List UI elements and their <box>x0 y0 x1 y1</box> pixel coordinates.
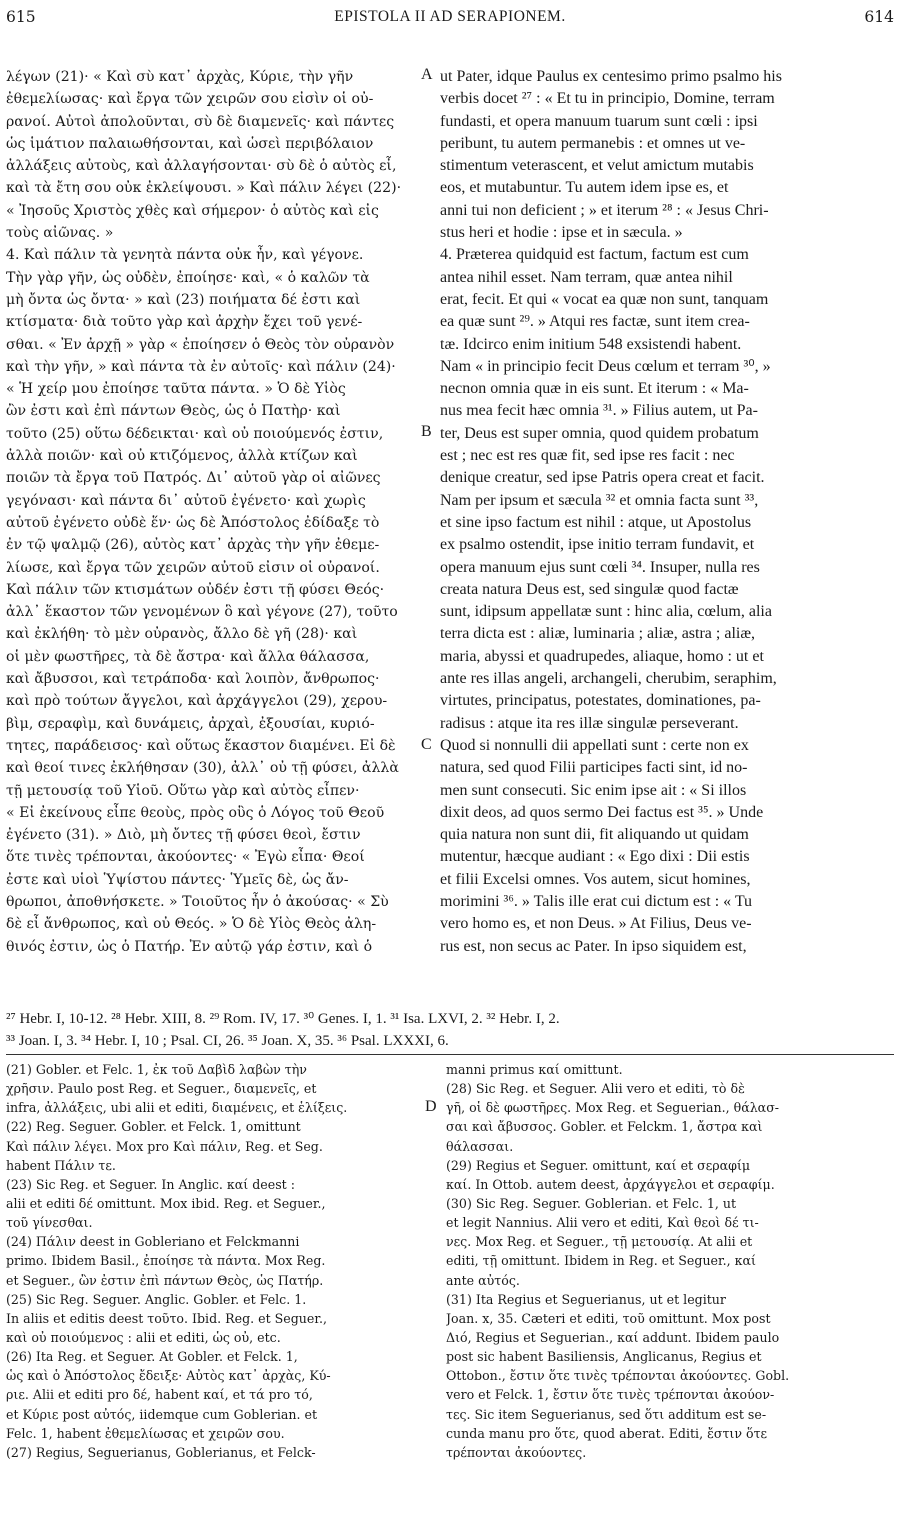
greek-line: ἀλλάξεις αὐτοὺς, καὶ ἀλλαγήσονται· σὺ δὲ ὁ αὐτὸς εἶ, <box>6 158 397 175</box>
latin-line: radisus : atque ita res illæ singulæ perseverant. <box>440 714 739 732</box>
scripture-ref-line: ²⁷ Hebr. I, 10-12. ²⁸ Hebr. XIII, 8. ²⁹ Rom. IV, 17. ³⁰ Genes. I, 1. ³¹ Isa. LXVI, 2. ³² Hebr. I, 2. <box>6 1011 560 1027</box>
latin-line: peribunt, tu autem permanebis : et omnes ut ve- <box>440 134 746 152</box>
greek-line: ὢν ἐστι καὶ ἐπὶ πάντων Θεὸς, ὡς ὁ Πατὴρ· καὶ <box>6 403 341 420</box>
greek-line: « Ἰησοῦς Χριστὸς χθὲς καὶ σήμερον· ὁ αὐτὸς καὶ εἰς <box>6 202 379 219</box>
latin-line: 4. Præterea quidquid est factum, factum est cum <box>440 246 749 264</box>
note-line: manni primus καί omittunt. <box>446 1062 623 1077</box>
greek-line: γεγόνασι· καὶ πάντα δι᾿ αὐτοῦ ἐγένετο· καὶ χωρὶς <box>6 492 366 509</box>
greek-line: βὶμ, σεραφὶμ, καὶ δυνάμεις, ἀρχαὶ, ἐξουσίαι, κυριό- <box>6 715 375 732</box>
latin-line: dixit deos, ad quos sermo Dei factus est ³⁵. » Unde <box>440 803 764 821</box>
latin-line: sunt, idipsum appellatæ sunt : hinc alia, cœlum, alia <box>440 603 772 621</box>
latin-text-column <box>440 66 894 958</box>
greek-line: ὡς ἱμάτιον παλαιωθήσονται, καὶ ὡσεὶ περιβόλαιον <box>6 135 374 152</box>
note-line: Ottobon., ἔστιν ὅτε τινὲς τρέπονται ἀκούοντες. Gobl. <box>446 1368 790 1384</box>
greek-line: ρανοί. Αὐτοὶ ἀπολοῦνται, σὺ δὲ διαμενεῖς· καὶ πάντες <box>6 113 395 130</box>
latin-line: men sunt consecuti. Sic enim ipse ait : « Si illos <box>440 781 747 799</box>
latin-line: necnon omnia quæ in eis sunt. Et iterum : « Ma- <box>440 380 749 398</box>
latin-line: stus heri et hodie : ipse et in sæcula. » <box>440 224 683 242</box>
latin-line: et filii Excelsi omnes. Vos autem, sicut homines, <box>440 870 751 888</box>
note-line: (27) Regius, Seguerianus, Goblerianus, et Felck- <box>6 1444 316 1460</box>
greek-line: καὶ τὰ ἔτη σου οὐκ ἐκλείψουσι. » Καὶ πάλιν λέγει (22)· <box>6 180 402 197</box>
greek-line: οἱ μὲν φωστῆρες, τὰ δὲ ἄστρα· καὶ ἄλλα θάλασσα, <box>6 648 370 665</box>
note-line: In aliis et editis deest τοῦτο. Ibid. Reg. et Seguer., <box>6 1310 328 1326</box>
latin-line: natura, sed quod Filii participes facti sint, id no- <box>440 759 748 777</box>
section-marker-c: C <box>421 736 432 753</box>
greek-line: ἐν τῷ ψαλμῷ (26), αὐτὸς κατ᾿ ἀρχὰς τὴν γῆν ἐθεμε- <box>6 537 380 554</box>
note-line: Joan. x, 35. Cæteri et editi, τοῦ omittunt. Mox post <box>446 1310 771 1326</box>
greek-line: 4. Καὶ πάλιν τὰ γενητὰ πάντα οὐκ ἦν, καὶ γέγονε. <box>6 247 364 264</box>
note-line: ριε. Alii et editi pro δέ, habent καί, et τά pro τό, <box>6 1387 313 1403</box>
greek-line: ἐστε καὶ υἱοὶ Ὑψίστου πάντες· Ὑμεῖς δὲ, ὡς ἄν- <box>6 871 349 888</box>
greek-line: τοὺς αἰῶνας. » <box>6 225 114 242</box>
note-line: alii et editi δέ omittunt. Mox ibid. Reg. et Seguer., <box>6 1195 326 1211</box>
latin-line: Quod si nonnulli dii appellati sunt : certe non ex <box>440 736 749 754</box>
latin-line: tæ. Idcirco enim initium 548 exsistendi habent. <box>440 335 742 353</box>
latin-line: verbis docet ²⁷ : « Et tu in principio, Domine, terram <box>440 90 775 108</box>
note-line: γῆ, οἱ δὲ φωστῆρες. Mox Reg. et Seguerian., θάλασ- <box>446 1100 780 1116</box>
latin-line: nus mea fecit hæc omnia ³¹. » Filius autem, ut Pa- <box>440 402 758 420</box>
note-line: (28) Sic Reg. et Seguer. Alii vero et editi, τὸ δὲ <box>446 1081 745 1097</box>
note-line: ante αὐτός. <box>446 1272 520 1288</box>
greek-line: καὶ ἐκλήθη· τὸ μὲν οὐρανὸς, ἄλλο δὲ γῆ (28)· καὶ <box>6 626 358 643</box>
greek-text-column <box>6 66 430 958</box>
latin-line: fundasti, et opera manuum tuarum sunt cœli : ipsi <box>440 112 758 130</box>
greek-line: δὲ εἶ ἄνθρωπος, καὶ οὐ Θεός. » Ὁ δὲ Υἱὸς Θεὸς ἀλη- <box>6 916 377 933</box>
note-line: (23) Sic Reg. et Seguer. In Anglic. καί deest : <box>6 1176 295 1192</box>
note-line: et Seguer., ὢν ἐστιν ἐπὶ πάντων Θεὸς, ὡς Πατήρ. <box>6 1272 324 1288</box>
greek-line: Τὴν γὰρ γῆν, ὡς οὐδὲν, ἐποίησε· καὶ, « ὁ καλῶν τὰ <box>6 269 370 286</box>
latin-line: denique creatur, sed ipse Patris opera creat et facit. <box>440 469 765 487</box>
note-line: τες. Sic item Seguerianus, sed ὅτι additum est se- <box>446 1406 767 1422</box>
note-line: (26) Ita Reg. et Seguer. At Gobler. et Felck. 1, <box>6 1349 298 1365</box>
latin-line: rus est, non secus ac Pater. In ipso siquidem est, <box>440 937 747 955</box>
note-line: τοῦ γίνεσθαι. <box>6 1215 93 1231</box>
greek-line: σθαι. « Ἐν ἀρχῇ » γὰρ « ἐποίησεν ὁ Θεὸς τὸν οὐρανὸν <box>6 336 395 353</box>
greek-line: τοῦτο (25) οὕτω δέδεικται· καὶ οὐ ποιούμενός ἐστιν, <box>6 425 384 442</box>
note-line: ὡς καὶ ὁ Ἀπόστολος ἔδειξε· Αὐτὸς κατ᾿ ἀρχὰς, Κύ- <box>6 1368 331 1384</box>
greek-line: τῇ μετουσίᾳ τοῦ Υἱοῦ. Οὕτω γὰρ καὶ αὐτὸς εἶπεν· <box>6 782 360 799</box>
note-line: τρέπονται ἀκούοντες. <box>446 1444 587 1460</box>
note-line: (24) Πάλιν deest in Gobleriano et Felckmanni <box>6 1234 300 1250</box>
latin-line: ter, Deus est super omnia, quod quidem probatum <box>440 424 759 442</box>
latin-line: creata natura Deus est, sed singulæ quod factæ <box>440 580 739 598</box>
greek-line: τητες, παράδεισος· καὶ οὕτως ἕκαστον διαμένει. Εἰ δὲ <box>6 737 396 754</box>
latin-line: ut Pater, idque Paulus ex centesimo primo psalmo his <box>440 68 782 85</box>
note-line: post sic habent Basiliensis, Anglicanus, Regius et <box>446 1349 762 1365</box>
running-title: EPISTOLA II AD SERAPIONEM. <box>334 8 566 25</box>
latin-line: Nam « in principio fecit Deus cœlum et terram ³⁰, » <box>440 357 771 375</box>
latin-line: et sine ipso factum est nihil : atque, ut Apostolus <box>440 513 752 531</box>
note-line: καὶ οὐ ποιούμενος : alii et editi, ὡς οὐ, etc. <box>6 1329 281 1345</box>
note-line: νες. Mox Reg. et Seguer., τῇ μετουσίᾳ. At alii et <box>446 1234 753 1250</box>
latin-line: stimentum veterascent, et velut amictum mutabis <box>440 157 754 175</box>
greek-line: μὴ ὄντα ὡς ὄντα· » καὶ (23) ποιήματα δέ ἐστι καὶ <box>6 291 361 308</box>
note-line: (31) Ita Regius et Seguerianus, ut et legitur <box>446 1291 726 1307</box>
latin-line: vero homo es, et non Deus. » At Filius, Deus ve- <box>440 915 752 933</box>
greek-line: ὅτε τινὲς τρέπονται, ἀκούοντες· « Ἐγὼ εἶπα· Θεοί <box>6 849 365 866</box>
note-line: θάλασσαι. <box>446 1138 514 1154</box>
greek-line: Καὶ πάλιν τῶν κτισμάτων οὐδέν ἐστι τῇ φύσει Θεός· <box>6 581 385 598</box>
greek-line: ἐθεμελίωσας· καὶ ἔργα τῶν χειρῶν σου εἰσὶν οἱ οὐ- <box>6 91 374 108</box>
greek-line: « Ἡ χείρ μου ἐποίησε ταῦτα πάντα. » Ὁ δὲ Υἱὸς <box>6 381 346 398</box>
greek-line: ἐγένετο (31). » Διὸ, μὴ ὄντες τῇ φύσει θεοὶ, ἔστιν <box>6 827 361 844</box>
latin-line: erat, fecit. Et qui « vocat ea quæ non sunt, tanquam <box>440 290 769 308</box>
greek-line: καὶ θεοί τινες ἐκλήθησαν (30), ἀλλ᾿ οὐ τῇ φύσει, ἀλλὰ <box>6 760 399 777</box>
note-line: primo. Ibidem Basil., ἐποίησε τὰ πάντα. Mox Reg. <box>6 1253 326 1269</box>
latin-line: morimini ³⁶. » Talis ille erat cui dictum est : « Tu <box>440 892 753 910</box>
section-marker-a: A <box>421 66 433 83</box>
note-line: cunda manu pro ὅτε, quod aberat. Editi, ἔστιν ὅτε <box>446 1425 768 1441</box>
section-marker-b: B <box>421 423 432 440</box>
scripture-references <box>6 1008 894 1052</box>
critical-notes-right <box>446 1060 894 1462</box>
greek-line: ἀλλὰ ποιῶν· καὶ οὐ κτιζόμενος, ἀλλὰ κτίζων καὶ <box>6 448 358 465</box>
section-marker-d: D <box>425 1098 437 1115</box>
latin-line: ex psalmo ostendit, ipse initio terram fundavit, et <box>440 536 755 554</box>
note-line: infra, ἀλλάξεις, ubi alii et editi, διαμένεις, et ἑλίξεις. <box>6 1100 348 1116</box>
note-line: et Κύριε post αὐτός, iidemque cum Goblerian. et <box>6 1406 318 1422</box>
note-line: (29) Regius et Seguer. omittunt, καί et σεραφίμ <box>446 1157 751 1173</box>
footnote-divider <box>6 1054 894 1055</box>
greek-line: ἀλλ᾿ ἕκαστον τῶν γενομένων ὃ καὶ γέγονε (27), τοῦτο <box>6 604 398 621</box>
greek-line: « Εἰ ἐκείνους εἶπε θεοὺς, πρὸς οὓς ὁ Λόγος τοῦ Θεοῦ <box>6 804 385 821</box>
note-line: (21) Gobler. et Felc. 1, ἐκ τοῦ Δαβὶδ λαβὼν τὴν <box>6 1062 307 1077</box>
latin-line: eos, et mutabuntur. Tu autem idem ipse es, et <box>440 179 729 197</box>
page-number-right: 614 <box>864 8 894 26</box>
note-line: (22) Reg. Seguer. Gobler. et Felck. 1, omittunt <box>6 1119 301 1135</box>
note-line: σαι καὶ ἄβυσσος. Gobler. et Felckm. 1, ἄστρα καὶ <box>446 1119 763 1135</box>
greek-line: θρωποι, ἀποθνήσκετε. » Τοιοῦτος ἦν ὁ ἀκούσας· « Σὺ <box>6 893 389 910</box>
critical-notes-left <box>6 1060 428 1462</box>
greek-line: λίωσε, καὶ ἔργα τῶν χειρῶν αὐτοῦ εἰσιν οἱ οὐρανοί. <box>6 559 380 576</box>
latin-line: quia natura non sunt dii, fit aliquando ut quidam <box>440 826 749 844</box>
latin-line: ante res illas angeli, archangeli, cherubim, seraphim, <box>440 670 777 688</box>
note-line: Διό, Regius et Seguerian., καί addunt. Ibidem paulo <box>446 1329 780 1345</box>
greek-line: καὶ πρὸ τούτων ἄγγελοι, καὶ ἀρχάγγελοι (29), χερου- <box>6 693 388 710</box>
note-line: (25) Sic Reg. Seguer. Anglic. Gobler. et Felc. 1. <box>6 1291 307 1307</box>
latin-line: antea nihil esset. Nam terram, quæ antea nihil <box>440 268 733 286</box>
running-header <box>6 6 894 36</box>
note-line: Καὶ πάλιν λέγει. Mox pro Καὶ πάλιν, Reg. et Seg. <box>6 1138 323 1154</box>
note-line: editi, τῇ omittunt. Ibidem in Reg. et Seguer., καί <box>446 1253 756 1269</box>
greek-line: ποιῶν τὰ ἔργα τοῦ Πατρός. Δι᾿ αὐτοῦ γὰρ οἱ αἰῶνες <box>6 470 381 487</box>
note-line: et legit Nannius. Alii vero et editi, Καὶ θεοὶ δέ τι- <box>446 1215 759 1231</box>
latin-line: terra dicta est : aliæ, luminaria ; aliæ, astra ; aliæ, <box>440 625 756 643</box>
greek-line: θινός ἐστιν, ὡς ὁ Πατήρ. Ἐν αὐτῷ γάρ ἐστιν, καὶ ὁ <box>6 938 373 955</box>
note-line: (30) Sic Reg. Seguer. Goblerian. et Felc. 1, ut <box>446 1195 737 1211</box>
note-line: καί. In Ottob. autem deest, ἀρχάγγελοι et σεραφίμ. <box>446 1176 775 1192</box>
greek-line: λέγων (21)· « Καὶ σὺ κατ᾿ ἀρχὰς, Κύριε, τὴν γῆν <box>6 69 354 85</box>
latin-line: anni tui non deficient ; » et iterum ²⁸ : « Jesus Chri- <box>440 201 769 219</box>
page-number-left: 615 <box>6 8 36 26</box>
greek-line: καὶ τὴν γῆν, » καὶ πάντα τὰ ἐν αὐτοῖς· καὶ πάλιν (24)· <box>6 358 396 375</box>
note-line: χρῆσιν. Paulo post Reg. et Seguer., διαμενεῖς, et <box>6 1081 317 1097</box>
latin-line: opera manuum ejus sunt cœli ³⁴. Insuper, nulla res <box>440 558 760 576</box>
greek-line: κτίσματα· διὰ τοῦτο γὰρ καὶ ἀρχὴν ἔχει τοῦ γενέ- <box>6 314 363 331</box>
note-line: habent Πάλιν τε. <box>6 1157 116 1173</box>
latin-line: mutentur, hæcque audiant : « Ego dixi : Dii estis <box>440 848 750 866</box>
note-line: vero et Felck. 1, ἔστιν ὅτε τινὲς τρέπονται ἀκούον- <box>446 1387 775 1403</box>
latin-line: ea quæ sunt ²⁹. » Atqui res factæ, sunt item crea- <box>440 313 750 331</box>
latin-line: maria, abyssi et quadrupedes, aliaque, homo : ut et <box>440 647 764 665</box>
latin-line: virtutes, principatus, potestates, dominationes, pa- <box>440 692 761 710</box>
greek-line: αὐτοῦ ἐγένετο οὐδὲ ἕν· ὡς δὲ Ἀπόστολος ἐδίδαξε τὸ <box>6 514 380 531</box>
scripture-ref-line: ³³ Joan. I, 3. ³⁴ Hebr. I, 10 ; Psal. CI, 26. ³⁵ Joan. X, 35. ³⁶ Psal. LXXXI, 6. <box>6 1033 449 1049</box>
latin-line: est ; nec est res quæ fit, sed ipse res facit : nec <box>440 447 735 465</box>
note-line: Felc. 1, habent ἐθεμελίωσας et χειρῶν σου. <box>6 1425 285 1441</box>
greek-line: καὶ ἄβυσσοι, καὶ τετράποδα· καὶ λοιπὸν, ἄνθρωπος· <box>6 671 380 688</box>
latin-line: Nam per ipsum et sæcula ³² et omnia facta sunt ³³, <box>440 491 759 509</box>
